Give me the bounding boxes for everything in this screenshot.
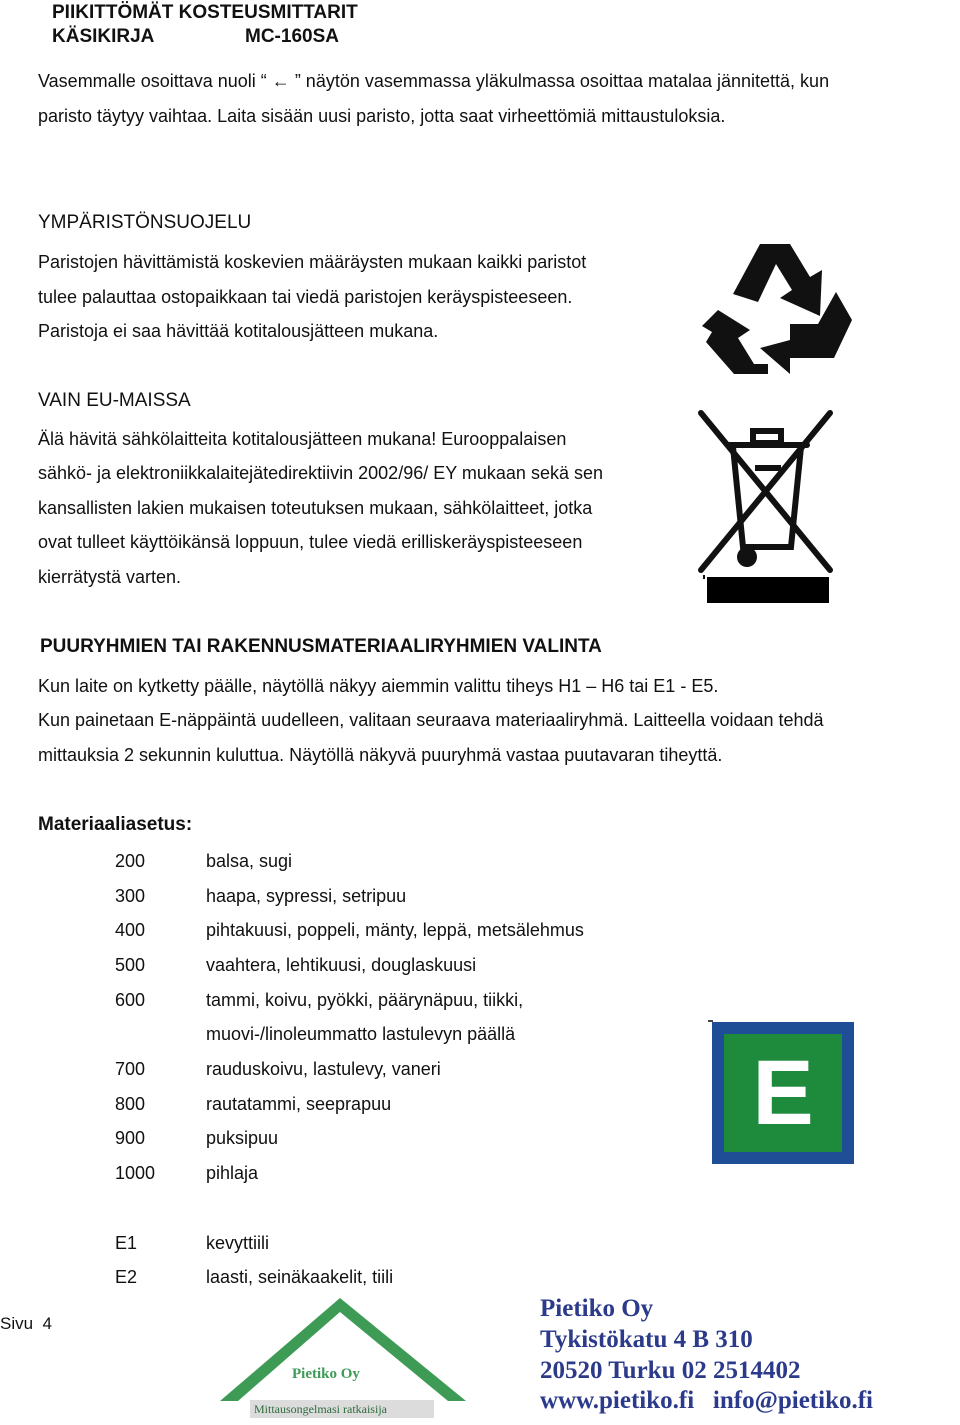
- material-row: 200 balsa, sugi: [115, 851, 293, 871]
- material-row: 700 rauduskoivu, lastulevy, vaneri: [115, 1059, 441, 1079]
- eu-line: Älä hävitä sähkölaitteita kotitalousjätteen mukana! Eurooppalaisen: [38, 429, 567, 449]
- eu-line: sähkö- ja elektroniikkalaitejätedirektiivin 2002/96/ EY mukaan sekä sen: [38, 463, 603, 483]
- environment-heading: YMPÄRISTÖNSUOJELU: [38, 212, 252, 233]
- crossed-bin-icon: [695, 405, 840, 610]
- material-row: 1000 pihlaja: [115, 1163, 259, 1183]
- left-arrow-icon: ←: [271, 71, 290, 91]
- material-row: E1 kevyttiili: [115, 1233, 270, 1253]
- material-row: 900 puksipuu: [115, 1128, 279, 1148]
- material-row: 400 pihtakuusi, poppeli, mänty, leppä, metsälehmus: [115, 920, 584, 940]
- battery-paragraph-line1: Vasemmalle osoittava nuoli “ ← ” näytön vasemmassa yläkulmassa osoittaa matalaa jännitettä, kun: [38, 71, 830, 91]
- e-key-icon: [712, 1022, 854, 1164]
- logo-tagline: Mittausongelmasi ratkaisija: [254, 1402, 387, 1416]
- selection-line: Kun laite on kytketty päälle, näytöllä näkyy aiemmin valittu tiheys H1 – H6 tai E1 - E5.: [38, 676, 719, 696]
- environment-line: Paristoja ei saa hävittää kotitalousjätteen mukana.: [38, 321, 439, 341]
- e-key-label: E: [724, 1034, 842, 1152]
- selection-heading: PUURYHMIEN TAI RAKENNUSMATERIAALIRYHMIEN VALINTA: [40, 636, 602, 657]
- battery-paragraph-line2: paristo täytyy vaihtaa. Laita sisään uusi paristo, jotta saat virheettömiä mittaustuloksia.: [38, 106, 726, 126]
- eu-heading: VAIN EU-MAISSA: [38, 390, 191, 411]
- eu-line: kierrätystä varten.: [38, 567, 182, 587]
- header-manual: KÄSIKIRJA: [52, 26, 155, 47]
- header-title: PIIKITTÖMÄT KOSTEUSMITTARIT: [52, 2, 358, 23]
- eu-line: ovat tulleet käyttöikänsä loppuun, tulee viedä erilliskeräyspisteeseen: [38, 532, 583, 552]
- company-web-email: www.pietiko.fi info@pietiko.fi: [540, 1387, 873, 1414]
- material-row: 800 rautatammi, seeprapuu: [115, 1094, 392, 1114]
- material-row: E2 laasti, seinäkaakelit, tiili: [115, 1267, 394, 1287]
- recycle-icon: [698, 232, 858, 382]
- material-row: 500 vaahtera, lehtikuusi, douglaskuusi: [115, 955, 477, 975]
- logo-name: Pietiko Oy: [292, 1366, 360, 1382]
- materials-heading: Materiaaliasetus:: [38, 814, 193, 835]
- environment-line: tulee palauttaa ostopaikkaan tai viedä paristojen keräyspisteeseen.: [38, 287, 573, 307]
- material-row: 600 tammi, koivu, pyökki, päärynäpuu, tiikki,: [115, 990, 524, 1010]
- company-city-phone: 20520 Turku 02 2514402: [540, 1357, 801, 1384]
- company-name: Pietiko Oy: [540, 1295, 654, 1322]
- eu-line: kansallisten lakien mukaisen toteutuksen mukaan, sähkölaitteet, jotka: [38, 498, 593, 518]
- material-row: muovi-/linoleummatto lastulevyn päällä: [206, 1024, 516, 1044]
- page-indicator: Sivu 4: [0, 1314, 52, 1333]
- environment-line: Paristojen hävittämistä koskevien määräysten mukaan kaikki paristot: [38, 252, 587, 272]
- selection-line: mittauksia 2 sekunnin kuluttua. Näytöllä näkyvä puuryhmä vastaa puutavaran tiheyttä.: [38, 745, 723, 765]
- selection-line: Kun painetaan E-näppäintä uudelleen, valitaan seuraava materiaaliryhmä. Laitteella voidaan tehdä: [38, 710, 824, 730]
- material-row: 300 haapa, sypressi, setripuu: [115, 886, 407, 906]
- header-model: MC-160SA: [245, 26, 339, 47]
- company-logo: [212, 1296, 530, 1420]
- company-address: Tykistökatu 4 B 310: [540, 1326, 753, 1353]
